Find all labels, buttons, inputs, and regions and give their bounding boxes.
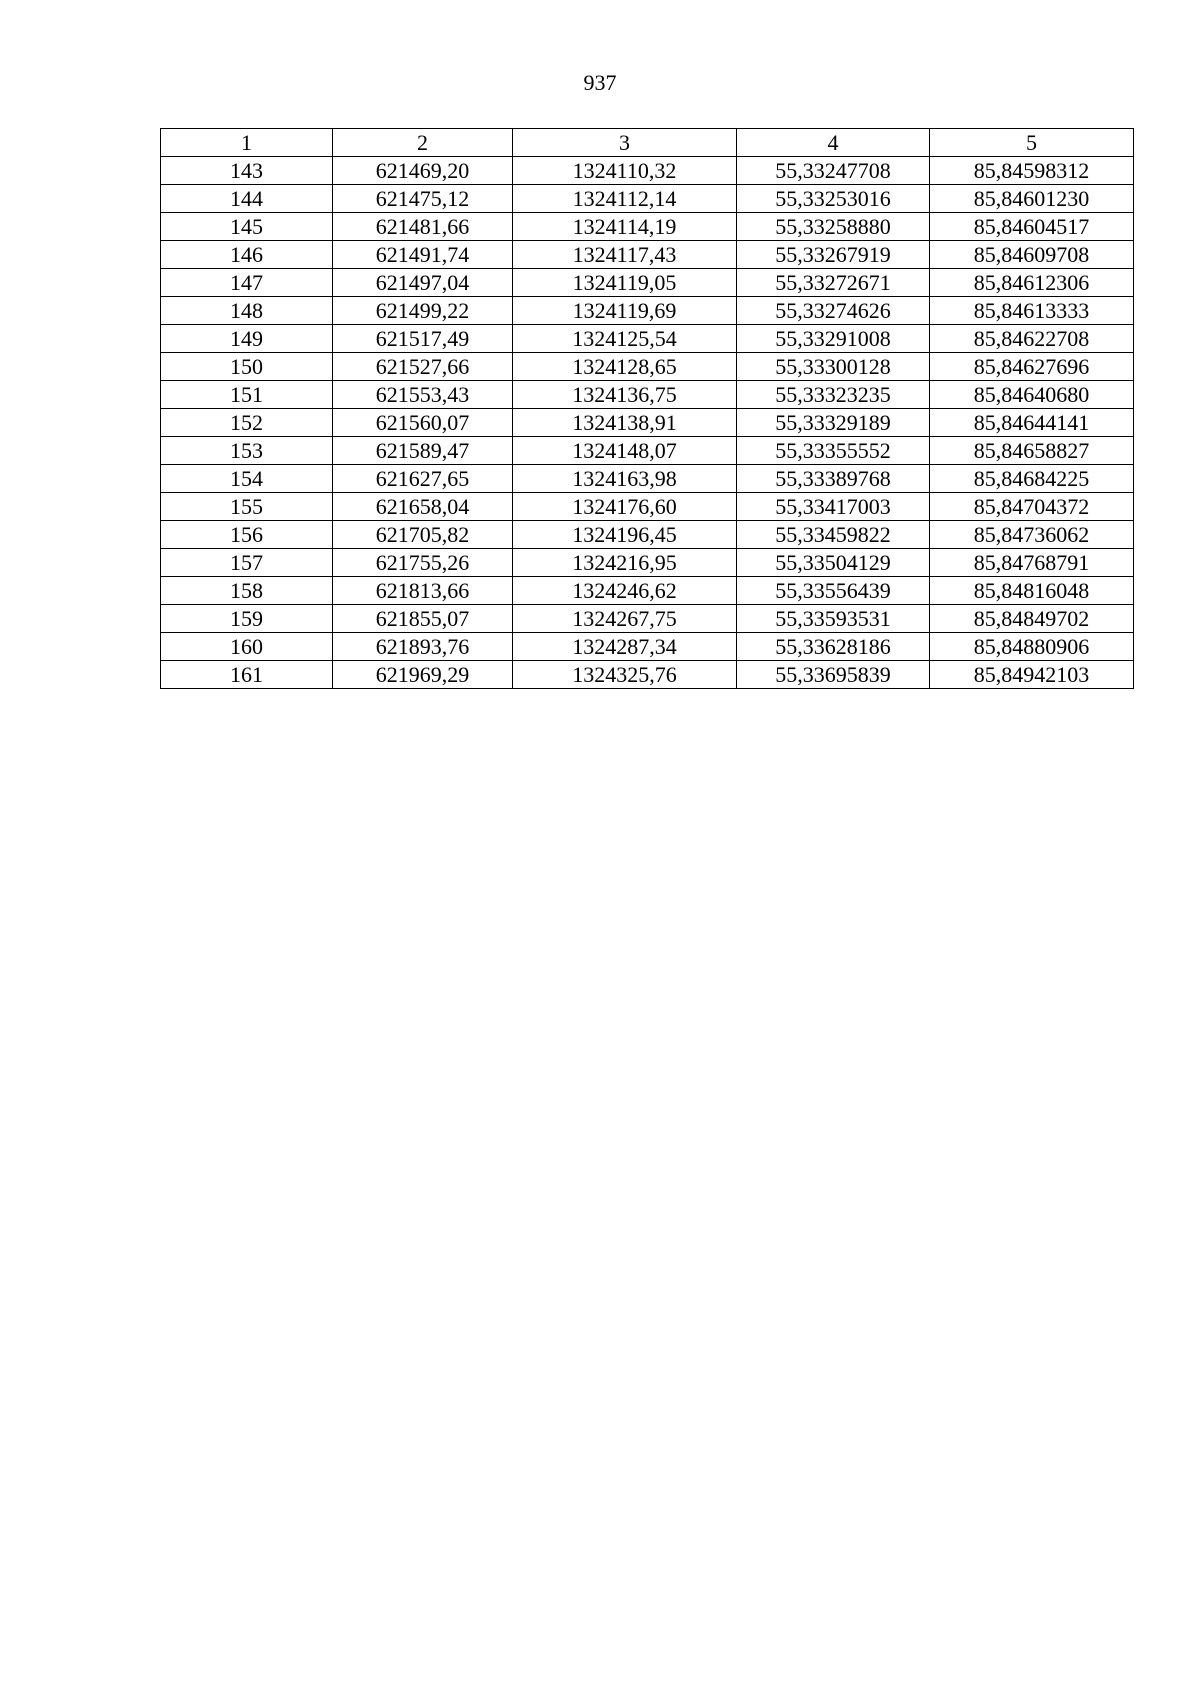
point-number-cell: 147 [161, 269, 333, 297]
x-coordinate-cell: 621469,20 [333, 157, 513, 185]
point-number-cell: 156 [161, 521, 333, 549]
table-row [161, 409, 1134, 437]
point-number-cell: 149 [161, 325, 333, 353]
longitude-cell: 85,84816048 [930, 577, 1134, 605]
y-coordinate-cell: 1324125,54 [513, 325, 737, 353]
table-row [161, 297, 1134, 325]
x-coordinate-cell: 621560,07 [333, 409, 513, 437]
latitude-cell: 55,33628186 [737, 633, 930, 661]
x-coordinate-cell: 621553,43 [333, 381, 513, 409]
table-row [161, 465, 1134, 493]
y-coordinate-cell: 1324110,32 [513, 157, 737, 185]
x-coordinate-cell: 621491,74 [333, 241, 513, 269]
page-number: 937 [583, 70, 617, 95]
latitude-cell: 55,33267919 [737, 241, 930, 269]
table-row [161, 241, 1134, 269]
latitude-cell: 55,33593531 [737, 605, 930, 633]
x-coordinate-cell: 621481,66 [333, 213, 513, 241]
x-coordinate-cell: 621813,66 [333, 577, 513, 605]
y-coordinate-cell: 1324325,76 [513, 661, 737, 689]
y-coordinate-cell: 1324138,91 [513, 409, 737, 437]
latitude-cell: 55,33291008 [737, 325, 930, 353]
table-header [161, 129, 1134, 157]
point-number-cell: 155 [161, 493, 333, 521]
latitude-cell: 55,33323235 [737, 381, 930, 409]
y-coordinate-cell: 1324119,05 [513, 269, 737, 297]
table-row [161, 633, 1134, 661]
latitude-cell: 55,33504129 [737, 549, 930, 577]
y-coordinate-cell: 1324196,45 [513, 521, 737, 549]
point-number-cell: 152 [161, 409, 333, 437]
point-number-cell: 143 [161, 157, 333, 185]
point-number-cell: 159 [161, 605, 333, 633]
x-coordinate-cell: 621499,22 [333, 297, 513, 325]
longitude-cell: 85,84736062 [930, 521, 1134, 549]
table-row [161, 185, 1134, 213]
x-coordinate-cell: 621589,47 [333, 437, 513, 465]
table-row [161, 157, 1134, 185]
point-number-cell: 148 [161, 297, 333, 325]
longitude-cell: 85,84627696 [930, 353, 1134, 381]
y-coordinate-cell: 1324267,75 [513, 605, 737, 633]
table-row [161, 661, 1134, 689]
table-body [161, 157, 1134, 689]
y-coordinate-cell: 1324176,60 [513, 493, 737, 521]
table-row [161, 325, 1134, 353]
longitude-cell: 85,84684225 [930, 465, 1134, 493]
column-header: 4 [737, 129, 930, 157]
table-row [161, 213, 1134, 241]
y-coordinate-cell: 1324128,65 [513, 353, 737, 381]
column-header: 3 [513, 129, 737, 157]
latitude-cell: 55,33258880 [737, 213, 930, 241]
latitude-cell: 55,33355552 [737, 437, 930, 465]
longitude-cell: 85,84704372 [930, 493, 1134, 521]
longitude-cell: 85,84612306 [930, 269, 1134, 297]
table-row [161, 605, 1134, 633]
point-number-cell: 161 [161, 661, 333, 689]
y-coordinate-cell: 1324117,43 [513, 241, 737, 269]
column-header: 5 [930, 129, 1134, 157]
x-coordinate-cell: 621969,29 [333, 661, 513, 689]
x-coordinate-cell: 621517,49 [333, 325, 513, 353]
latitude-cell: 55,33417003 [737, 493, 930, 521]
latitude-cell: 55,33253016 [737, 185, 930, 213]
longitude-cell: 85,84622708 [930, 325, 1134, 353]
latitude-cell: 55,33389768 [737, 465, 930, 493]
point-number-cell: 144 [161, 185, 333, 213]
coordinates-table [160, 128, 1134, 689]
x-coordinate-cell: 621497,04 [333, 269, 513, 297]
y-coordinate-cell: 1324112,14 [513, 185, 737, 213]
point-number-cell: 153 [161, 437, 333, 465]
point-number-cell: 145 [161, 213, 333, 241]
table-row [161, 521, 1134, 549]
latitude-cell: 55,33247708 [737, 157, 930, 185]
x-coordinate-cell: 621658,04 [333, 493, 513, 521]
y-coordinate-cell: 1324287,34 [513, 633, 737, 661]
x-coordinate-cell: 621627,65 [333, 465, 513, 493]
latitude-cell: 55,33300128 [737, 353, 930, 381]
y-coordinate-cell: 1324148,07 [513, 437, 737, 465]
column-header: 1 [161, 129, 333, 157]
header-row [161, 129, 1134, 157]
longitude-cell: 85,84613333 [930, 297, 1134, 325]
latitude-cell: 55,33556439 [737, 577, 930, 605]
x-coordinate-cell: 621755,26 [333, 549, 513, 577]
y-coordinate-cell: 1324163,98 [513, 465, 737, 493]
table-row [161, 577, 1134, 605]
latitude-cell: 55,33459822 [737, 521, 930, 549]
point-number-cell: 151 [161, 381, 333, 409]
x-coordinate-cell: 621475,12 [333, 185, 513, 213]
y-coordinate-cell: 1324114,19 [513, 213, 737, 241]
table-row [161, 353, 1134, 381]
longitude-cell: 85,84658827 [930, 437, 1134, 465]
point-number-cell: 150 [161, 353, 333, 381]
x-coordinate-cell: 621893,76 [333, 633, 513, 661]
longitude-cell: 85,84601230 [930, 185, 1134, 213]
y-coordinate-cell: 1324246,62 [513, 577, 737, 605]
y-coordinate-cell: 1324119,69 [513, 297, 737, 325]
point-number-cell: 160 [161, 633, 333, 661]
table-row [161, 269, 1134, 297]
x-coordinate-cell: 621855,07 [333, 605, 513, 633]
latitude-cell: 55,33329189 [737, 409, 930, 437]
longitude-cell: 85,84644141 [930, 409, 1134, 437]
point-number-cell: 146 [161, 241, 333, 269]
table-row [161, 437, 1134, 465]
x-coordinate-cell: 621705,82 [333, 521, 513, 549]
longitude-cell: 85,84604517 [930, 213, 1134, 241]
x-coordinate-cell: 621527,66 [333, 353, 513, 381]
table-row [161, 381, 1134, 409]
longitude-cell: 85,84598312 [930, 157, 1134, 185]
longitude-cell: 85,84640680 [930, 381, 1134, 409]
point-number-cell: 158 [161, 577, 333, 605]
longitude-cell: 85,84880906 [930, 633, 1134, 661]
longitude-cell: 85,84768791 [930, 549, 1134, 577]
longitude-cell: 85,84609708 [930, 241, 1134, 269]
table-row [161, 549, 1134, 577]
y-coordinate-cell: 1324216,95 [513, 549, 737, 577]
table-row [161, 493, 1134, 521]
point-number-cell: 154 [161, 465, 333, 493]
latitude-cell: 55,33695839 [737, 661, 930, 689]
latitude-cell: 55,33272671 [737, 269, 930, 297]
y-coordinate-cell: 1324136,75 [513, 381, 737, 409]
point-number-cell: 157 [161, 549, 333, 577]
longitude-cell: 85,84849702 [930, 605, 1134, 633]
column-header: 2 [333, 129, 513, 157]
longitude-cell: 85,84942103 [930, 661, 1134, 689]
latitude-cell: 55,33274626 [737, 297, 930, 325]
